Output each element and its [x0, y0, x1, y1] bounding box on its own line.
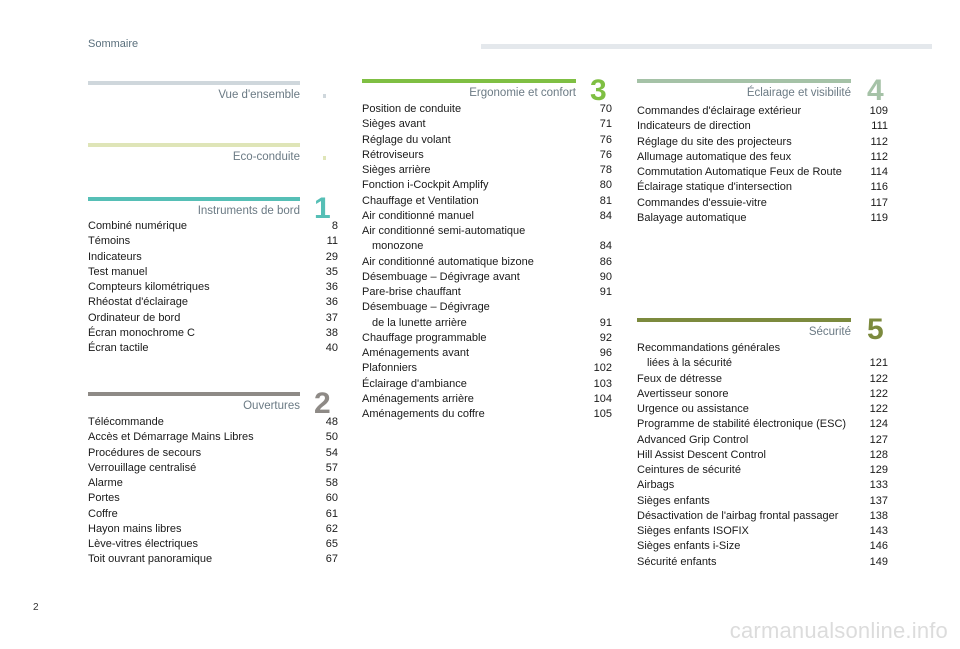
toc-entry-title: Ordinateur de bord	[88, 311, 181, 324]
toc-entry-title: Sièges enfants	[637, 494, 710, 507]
toc-entry-page: 65	[325, 538, 338, 550]
toc-entry-page: 128	[869, 448, 888, 461]
toc-entry-page: 96	[599, 347, 612, 359]
toc-entry-title: Sièges avant	[362, 118, 426, 131]
toc-entry-title: Commandes d'éclairage extérieur	[637, 105, 802, 117]
toc-entry-page: 119	[870, 211, 888, 224]
toc-entry-page: 29	[325, 250, 338, 263]
toc-entry-page: 137	[869, 494, 888, 507]
toc-entry-title: Combiné numérique	[88, 220, 188, 232]
toc-entry[interactable]	[637, 372, 888, 387]
toc-entry-title: Sièges arrière	[362, 164, 431, 176]
toc-entry-page: 109	[869, 105, 888, 117]
section-number: 1	[314, 192, 331, 225]
toc-entry-title: Commandes d'essuie-vitre	[637, 196, 767, 209]
toc-entry[interactable]	[637, 165, 888, 180]
toc-entry-title-cont: de la lunette arrière	[372, 316, 467, 329]
toc-entry-page: 36	[325, 296, 338, 309]
section-bar	[88, 392, 300, 396]
toc-entry[interactable]	[637, 341, 888, 372]
toc-entry[interactable]	[362, 392, 612, 407]
toc-entry-page: 112	[870, 150, 888, 163]
toc-entry[interactable]	[362, 346, 612, 361]
toc-entry[interactable]	[637, 478, 888, 493]
toc-entry-title: Réglage du site des projecteurs	[637, 135, 792, 148]
toc-entry[interactable]	[88, 491, 338, 506]
section-instruments-de-bord	[88, 192, 338, 367]
toc-entry[interactable]	[88, 250, 338, 265]
toc-entry-title: Air conditionné automatique bizone	[362, 255, 534, 268]
toc-list	[362, 102, 612, 422]
toc-entry-title: Accès et Démarrage Mains Libres	[88, 431, 254, 444]
toc-entry-title: Coffre	[88, 507, 118, 520]
toc-entry-page: 146	[869, 540, 888, 553]
toc-entry[interactable]	[362, 300, 612, 331]
section-bar	[637, 79, 851, 83]
toc-entry-page: 117	[870, 196, 888, 209]
toc-entry[interactable]	[362, 133, 612, 148]
section-securite	[637, 313, 888, 573]
toc-entry-page: 129	[869, 464, 888, 476]
toc-entry[interactable]	[88, 430, 338, 445]
toc-entry-title: Advanced Grip Control	[637, 433, 749, 446]
toc-entry-page: 124	[869, 418, 888, 431]
toc-entry-title: Compteurs kilométriques	[88, 281, 210, 293]
toc-entry[interactable]	[362, 361, 612, 376]
toc-entry-page: 116	[870, 181, 888, 194]
toc-entry[interactable]	[637, 402, 888, 417]
toc-entry[interactable]	[362, 407, 612, 422]
toc-entry[interactable]	[88, 311, 338, 326]
section-bar	[88, 143, 300, 147]
toc-entry-page: 102	[593, 362, 612, 375]
toc-entry-page: 8	[331, 220, 338, 232]
toc-entry-page: 111	[871, 120, 888, 133]
watermark-text: carmanualsonline.info	[729, 618, 948, 643]
toc-entry-page: 114	[870, 166, 888, 178]
toc-entry-title: Aménagements du coffre	[362, 408, 485, 420]
toc-entry-title-cont: monozone	[372, 240, 424, 253]
toc-list	[88, 219, 338, 356]
toc-entry[interactable]	[362, 163, 612, 178]
toc-entry[interactable]	[362, 178, 612, 193]
toc-entry[interactable]	[637, 524, 888, 539]
toc-entry-page: 143	[869, 525, 888, 537]
toc-entry-page: 35	[325, 265, 338, 278]
toc-entry[interactable]	[637, 180, 888, 195]
toc-entry[interactable]	[637, 211, 888, 226]
toc-entry-title: Indicateurs	[88, 250, 142, 263]
toc-entry[interactable]	[362, 148, 612, 163]
toc-entry-page: 60	[325, 492, 338, 505]
toc-entry-page: 92	[599, 331, 612, 344]
toc-entry[interactable]	[362, 270, 612, 285]
toc-entry-title: Programme de stabilité électronique (ESC)	[637, 418, 847, 431]
toc-entry[interactable]	[637, 119, 888, 134]
toc-entry-page: 40	[325, 342, 338, 354]
section-number: 4	[867, 74, 884, 107]
toc-entry-title: Alarme	[88, 477, 123, 489]
toc-entry-page: 112	[870, 135, 888, 148]
toc-entry[interactable]	[362, 194, 612, 209]
toc-entry-title: Toit ouvrant panoramique	[88, 553, 213, 566]
toc-entry-title: Sièges enfants i-Size	[637, 540, 741, 553]
toc-entry-title: Plafonniers	[362, 362, 418, 375]
toc-entry-title: Hayon mains libres	[88, 522, 182, 535]
toc-entry-title: Avertisseur sonore	[637, 387, 729, 400]
toc-entry-title: Procédures de secours	[88, 446, 202, 459]
toc-entry-page: 11	[326, 235, 338, 248]
toc-entry-title: Commutation Automatique Feux de Route	[637, 166, 842, 178]
toc-entry-page: 71	[599, 118, 612, 131]
toc-entry[interactable]	[88, 234, 338, 249]
toc-entry-title: Recommandations générales	[637, 342, 781, 354]
toc-entry[interactable]	[637, 555, 888, 570]
toc-entry-page: 67	[325, 553, 338, 566]
toc-entry-page: 61	[325, 507, 338, 520]
toc-entry-title: Urgence ou assistance	[637, 403, 749, 415]
toc-entry[interactable]	[362, 209, 612, 224]
section-number: 2	[314, 387, 331, 420]
toc-entry-title-cont: liées à la sécurité	[647, 357, 732, 370]
toc-entry-title: Air conditionné manuel	[362, 209, 474, 222]
toc-entry-page: 91	[599, 286, 612, 298]
toc-entry[interactable]	[88, 507, 338, 522]
toc-entry[interactable]	[637, 448, 888, 463]
section-eclairage-visibilite	[637, 74, 888, 229]
toc-entry[interactable]	[88, 552, 338, 567]
toc-entry-page: 149	[869, 555, 888, 568]
toc-entry-title: Chauffage programmable	[362, 331, 487, 344]
toc-list	[88, 415, 338, 568]
section-title[interactable]: Vue d'ensemble	[218, 89, 300, 101]
section-eco-conduite	[88, 143, 336, 167]
section-title[interactable]: Instruments de bord	[197, 205, 300, 217]
toc-entry-page: 54	[325, 446, 338, 459]
toc-entry[interactable]	[362, 224, 612, 255]
toc-entry[interactable]	[362, 285, 612, 300]
toc-entry-title: Aménagements arrière	[362, 392, 474, 405]
toc-entry[interactable]	[637, 135, 888, 150]
toc-entry[interactable]	[88, 295, 338, 310]
toc-entry[interactable]	[637, 104, 888, 119]
toc-entry-page: 122	[869, 403, 888, 415]
toc-entry-page: 105	[593, 408, 612, 420]
toc-entry-page: 84	[599, 240, 612, 253]
toc-entry[interactable]	[88, 415, 338, 430]
toc-entry-page: 76	[599, 133, 612, 146]
toc-entry[interactable]	[88, 280, 338, 295]
toc-entry-title: Sécurité enfants	[637, 555, 717, 568]
toc-entry[interactable]	[88, 265, 338, 280]
toc-entry-title: Portes	[88, 492, 120, 505]
toc-entry[interactable]	[637, 387, 888, 402]
section-title[interactable]: Ergonomie et confort	[469, 87, 576, 99]
toc-entry-page: 133	[869, 479, 888, 492]
toc-entry-title: Indicateurs de direction	[637, 120, 751, 133]
toc-entry[interactable]	[88, 476, 338, 491]
section-title[interactable]: Éclairage et visibilité	[746, 87, 851, 99]
toc-entry[interactable]	[88, 341, 338, 356]
toc-entry[interactable]	[637, 433, 888, 448]
toc-entry[interactable]	[88, 537, 338, 552]
toc-entry-page: 70	[599, 103, 612, 115]
toc-entry-page: 50	[325, 431, 338, 444]
toc-entry[interactable]	[362, 377, 612, 392]
toc-entry-page: 90	[599, 270, 612, 283]
toc-entry-title: Éclairage d'ambiance	[362, 377, 467, 390]
toc-entry-page: 103	[593, 377, 612, 390]
toc-entry-page: 86	[599, 255, 612, 268]
toc-entry-page: 80	[599, 179, 612, 192]
toc-entry-page: 122	[869, 387, 888, 400]
toc-entry[interactable]	[88, 522, 338, 537]
toc-entry-title: Désembuage – Dégivrage	[362, 301, 490, 314]
toc-entry-title: Position de conduite	[362, 103, 462, 115]
section-bar	[362, 79, 576, 83]
toc-entry[interactable]	[88, 219, 338, 234]
toc-entry-page: 91	[599, 316, 612, 329]
toc-entry-title: Réglage du volant	[362, 133, 451, 146]
toc-entry-title: Écran monochrome C	[88, 326, 195, 339]
toc-entry-page: 37	[325, 311, 338, 324]
section-number: 5	[867, 313, 884, 346]
section-vue-ensemble	[88, 81, 336, 105]
toc-entry-title: Fonction i-Cockpit Amplify	[362, 179, 489, 192]
section-bar	[637, 318, 851, 322]
toc-entry-title: Test manuel	[88, 265, 148, 278]
toc-entry-title: Chauffage et Ventilation	[362, 194, 479, 207]
toc-entry-page: 104	[593, 392, 612, 405]
toc-entry-title: Aménagements avant	[362, 347, 470, 359]
toc-list	[637, 104, 888, 226]
toc-entry-title: Allumage automatique des feux	[637, 150, 792, 163]
toc-entry-page: 127	[869, 433, 888, 446]
toc-entry-page: 36	[325, 281, 338, 293]
toc-entry[interactable]	[362, 331, 612, 346]
section-marker	[323, 94, 326, 98]
toc-entry-page: 62	[325, 522, 338, 535]
toc-entry-title: Témoins	[88, 235, 131, 248]
toc-list	[637, 341, 888, 570]
toc-entry-page: 121	[869, 357, 888, 370]
toc-entry-title: Ceintures de sécurité	[637, 464, 741, 476]
toc-entry[interactable]	[88, 461, 338, 476]
toc-entry-title: Feux de détresse	[637, 372, 722, 385]
toc-entry-title: Désembuage – Dégivrage avant	[362, 270, 520, 283]
section-bar	[88, 81, 300, 85]
toc-entry-title: Air conditionné semi-automatique	[362, 225, 526, 237]
toc-entry-page: 138	[869, 509, 888, 522]
section-ouvertures	[88, 387, 338, 577]
toc-entry-title: Lève-vitres électriques	[88, 538, 199, 550]
toc-entry-page: 76	[599, 148, 612, 161]
toc-entry[interactable]	[362, 117, 612, 132]
header-rule	[481, 44, 932, 49]
toc-entry-page: 78	[599, 164, 612, 176]
section-title[interactable]: Sécurité	[808, 326, 851, 338]
toc-entry-title: Sièges enfants ISOFIX	[637, 525, 749, 537]
toc-entry-title: Hill Assist Descent Control	[637, 448, 766, 461]
section-marker	[323, 156, 326, 160]
toc-entry-title: Balayage automatique	[637, 211, 747, 224]
toc-entry[interactable]	[362, 255, 612, 270]
toc-entry-title: Rétroviseurs	[362, 148, 424, 161]
toc-entry-title: Rhéostat d'éclairage	[88, 296, 188, 309]
toc-entry[interactable]	[362, 102, 612, 117]
page-header-title: Sommaire	[88, 38, 139, 50]
toc-entry-title: Écran tactile	[88, 342, 149, 354]
toc-entry-title: Désactivation de l'airbag frontal passager	[637, 509, 839, 522]
section-title[interactable]: Ouvertures	[243, 400, 300, 412]
toc-entry-page: 38	[325, 326, 338, 339]
toc-entry-title: Pare-brise chauffant	[362, 286, 461, 298]
toc-entry-title: Télécommande	[88, 416, 164, 428]
toc-entry-page: 81	[599, 194, 612, 207]
toc-entry[interactable]	[637, 150, 888, 165]
section-ergonomie-confort	[362, 74, 612, 420]
toc-entry-title: Airbags	[637, 479, 675, 492]
toc-entry-title: Verrouillage centralisé	[88, 461, 197, 474]
toc-entry-page: 58	[325, 477, 338, 489]
toc-entry-title: Éclairage statique d'intersection	[637, 181, 792, 194]
section-title[interactable]: Eco-conduite	[232, 151, 300, 163]
toc-entry-page: 57	[325, 461, 338, 474]
toc-entry-page: 48	[325, 416, 338, 428]
toc-entry[interactable]	[637, 417, 888, 432]
toc-entry[interactable]	[637, 494, 888, 509]
toc-entry[interactable]	[88, 446, 338, 461]
toc-entry[interactable]	[637, 196, 888, 211]
section-number: 3	[590, 74, 607, 107]
toc-entry[interactable]	[637, 509, 888, 524]
page-number: 2	[33, 602, 39, 613]
toc-entry[interactable]	[88, 326, 338, 341]
toc-entry[interactable]	[637, 539, 888, 554]
section-bar	[88, 197, 300, 201]
toc-entry-page: 84	[599, 209, 612, 222]
toc-entry[interactable]	[637, 463, 888, 478]
toc-entry-page: 122	[869, 372, 888, 385]
